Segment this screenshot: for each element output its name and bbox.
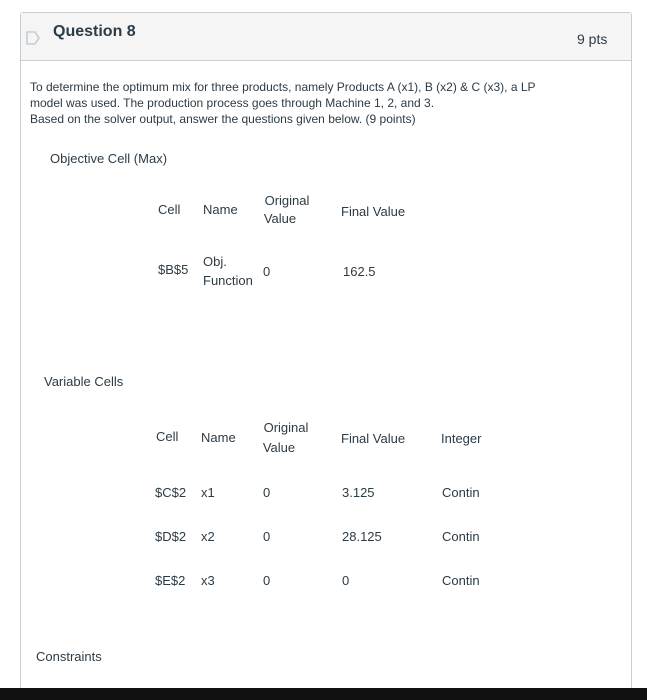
var-header-original: Original bbox=[263, 420, 309, 435]
var-row-2-integer: Contin bbox=[442, 529, 480, 544]
var-row-1-name: x1 bbox=[201, 485, 215, 500]
obj-final: 162.5 bbox=[343, 264, 376, 279]
var-header-cell: Cell bbox=[156, 429, 179, 444]
obj-header-name: Name bbox=[203, 202, 238, 217]
var-row-3-cell: $E$2 bbox=[155, 573, 186, 588]
var-row-2-cell: $D$2 bbox=[155, 529, 187, 544]
obj-header-original: Original bbox=[264, 193, 310, 208]
constraints-heading: Constraints bbox=[36, 649, 102, 664]
obj-header-original-2: Value bbox=[263, 211, 297, 226]
var-row-3-integer: Contin bbox=[442, 573, 480, 588]
var-row-3-final: 0 bbox=[342, 573, 350, 588]
var-header-original-2: Value bbox=[262, 440, 296, 455]
obj-cell: $B$5 bbox=[158, 262, 189, 277]
obj-original: 0 bbox=[263, 264, 271, 279]
var-row-3-name: x3 bbox=[201, 573, 215, 588]
obj-header-cell: Cell bbox=[158, 202, 181, 217]
question-text-line-1: To determine the optimum mix for three products, namely Products A (x1), B (x2) & C (x3), a LP bbox=[30, 80, 536, 94]
var-row-1-integer: Contin bbox=[442, 485, 480, 500]
question-text-line-2: model was used. The production process goes through Machine 1, 2, and 3. bbox=[30, 96, 435, 110]
screen-bottom-bar bbox=[0, 688, 647, 700]
var-row-2-final: 28.125 bbox=[342, 529, 382, 544]
var-row-2-original: 0 bbox=[263, 529, 271, 544]
var-header-final: Final Value bbox=[341, 431, 406, 446]
question-text-line-3: Based on the solver output, answer the questions given below. (9 points) bbox=[30, 112, 416, 126]
flag-icon[interactable] bbox=[25, 31, 41, 45]
question-points: 9 pts bbox=[577, 31, 608, 47]
question-header bbox=[21, 13, 631, 61]
var-row-1-cell: $C$2 bbox=[155, 485, 187, 500]
var-header-integer: Integer bbox=[441, 431, 482, 446]
var-row-1-original: 0 bbox=[263, 485, 271, 500]
obj-header-final: Final Value bbox=[341, 204, 406, 219]
variable-heading: Variable Cells bbox=[44, 374, 124, 389]
obj-name-2: Function bbox=[203, 273, 253, 288]
var-row-1-final: 3.125 bbox=[342, 485, 375, 500]
var-header-name: Name bbox=[201, 430, 236, 445]
objective-heading: Objective Cell (Max) bbox=[50, 151, 168, 166]
question-title: Question 8 bbox=[53, 23, 136, 40]
var-row-3-original: 0 bbox=[263, 573, 271, 588]
var-row-2-name: x2 bbox=[201, 529, 215, 544]
obj-name-1: Obj. bbox=[203, 254, 227, 269]
